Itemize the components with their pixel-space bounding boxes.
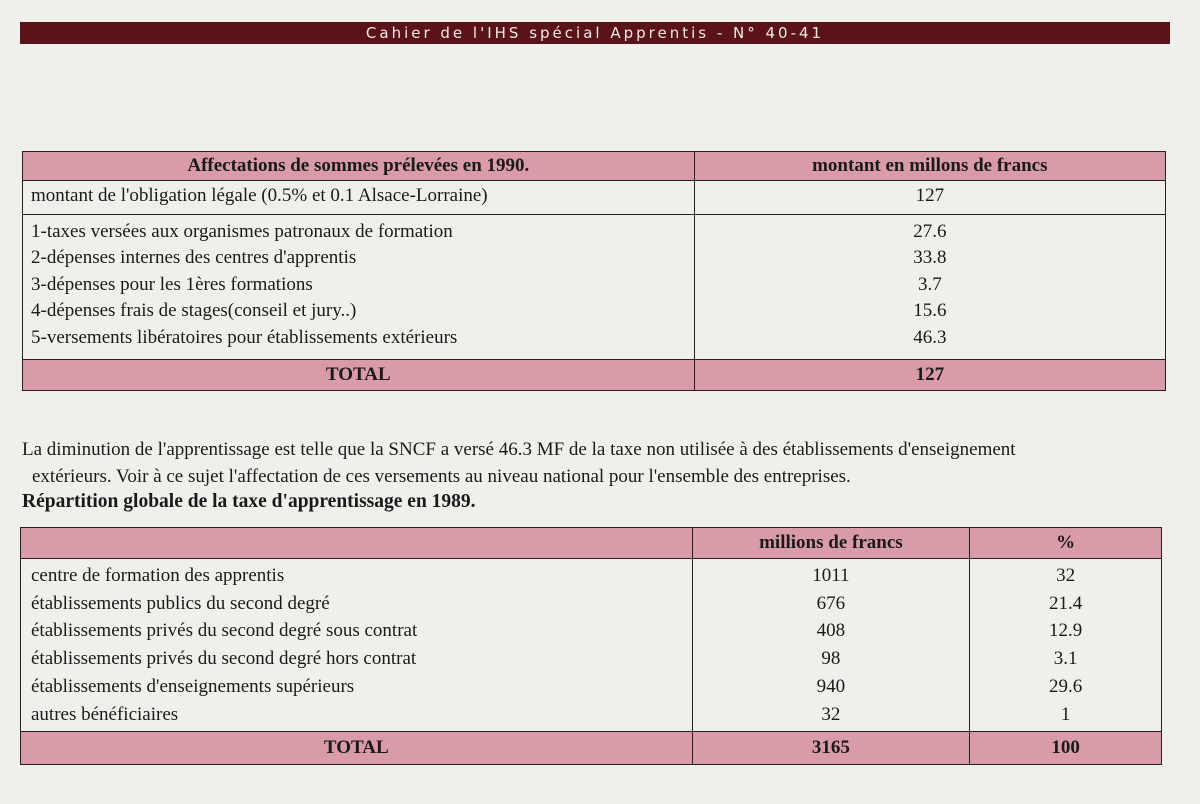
allocation-table-1990 bbox=[22, 151, 1166, 391]
allocation-labels bbox=[23, 214, 695, 360]
list-item: 4-dépenses frais de stages(conseil et jury..) bbox=[31, 300, 357, 321]
page-header bbox=[20, 22, 1170, 44]
total-percent: 100 bbox=[970, 732, 1162, 765]
list-item: établissements privés du second degré sous contrat bbox=[31, 620, 418, 642]
list-item: autres bénéficiaires bbox=[31, 703, 179, 725]
body-paragraph bbox=[22, 436, 1170, 490]
table-header-row bbox=[21, 528, 1162, 559]
total-value: 127 bbox=[694, 360, 1165, 391]
list-item-percent: 29.6 bbox=[1048, 675, 1083, 697]
tax-distribution-table-1989 bbox=[20, 527, 1162, 765]
list-item-percent: 21.4 bbox=[1048, 592, 1083, 614]
header-title: Cahier de l'IHS spécial Apprentis - N° 40-41 bbox=[365, 24, 825, 42]
total-value: 3165 bbox=[692, 732, 970, 765]
list-item-value: 32 bbox=[821, 703, 841, 725]
list-item-value: 27.6 bbox=[913, 220, 947, 242]
total-row bbox=[21, 732, 1162, 765]
list-item: 3-dépenses pour les 1ères formations bbox=[31, 273, 313, 295]
column-header-allocation: Affectations de sommes prélevées en 1990. bbox=[23, 152, 695, 181]
list-item: établissements publics du second degré bbox=[31, 592, 330, 614]
table-header-row bbox=[23, 152, 1166, 181]
total-row bbox=[23, 360, 1166, 391]
column-header-millions: millions de francs bbox=[692, 528, 970, 559]
total-label: TOTAL bbox=[21, 732, 693, 765]
list-item: établissements privés du second degré hors contrat bbox=[31, 648, 417, 670]
list-item-value: 33.8 bbox=[913, 247, 947, 268]
list-item-value: 1011 bbox=[812, 565, 850, 586]
list-item: établissements d'enseignements supérieurs bbox=[31, 675, 355, 697]
list-item-percent: 32 bbox=[1056, 565, 1076, 586]
list-item: 5-versements libératoires pour établissements extérieurs bbox=[31, 326, 458, 348]
beneficiary-labels bbox=[21, 559, 693, 732]
list-item-value: 940 bbox=[816, 675, 846, 697]
list-item-value: 46.3 bbox=[913, 326, 947, 348]
total-label: TOTAL bbox=[23, 360, 695, 391]
paragraph-line-1: La diminution de l'apprentissage est telle que la SNCF a versé 46.3 MF de la taxe non utilisée à des établissements d'enseignement bbox=[22, 439, 1016, 460]
list-item: 2-dépenses internes des centres d'apprentis bbox=[31, 247, 357, 268]
allocation-values bbox=[694, 214, 1165, 360]
list-item: centre de formation des apprentis bbox=[31, 565, 285, 586]
table-row bbox=[23, 214, 1166, 360]
list-item-percent: 12.9 bbox=[1048, 620, 1083, 642]
list-item-percent: 1 bbox=[1060, 703, 1071, 725]
list-item-value: 15.6 bbox=[913, 300, 947, 321]
list-item-value: 3.7 bbox=[917, 273, 942, 295]
section-subtitle: Répartition globale de la taxe d'apprentissage en 1989. bbox=[22, 491, 476, 512]
paragraph-line-2: extérieurs. Voir à ce sujet l'affectation de ces versements au niveau national pour l'ensemble des entreprises. bbox=[32, 466, 851, 487]
obligation-value: 127 bbox=[694, 181, 1165, 215]
column-header-beneficiary bbox=[21, 528, 693, 559]
list-item-percent: 3.1 bbox=[1053, 648, 1078, 670]
table-row bbox=[21, 559, 1162, 732]
list-item: 1-taxes versées aux organismes patronaux de formation bbox=[31, 220, 453, 242]
list-item-value: 676 bbox=[816, 592, 846, 614]
column-header-percent: % bbox=[970, 528, 1162, 559]
list-item-value: 408 bbox=[816, 620, 846, 642]
obligation-label: montant de l'obligation légale (0.5% et 0.1 Alsace-Lorraine) bbox=[23, 181, 695, 215]
column-header-amount: montant en millons de francs bbox=[694, 152, 1165, 181]
beneficiary-values bbox=[692, 559, 970, 732]
list-item-value: 98 bbox=[821, 648, 841, 670]
beneficiary-percentages bbox=[970, 559, 1162, 732]
table-row bbox=[23, 181, 1166, 215]
